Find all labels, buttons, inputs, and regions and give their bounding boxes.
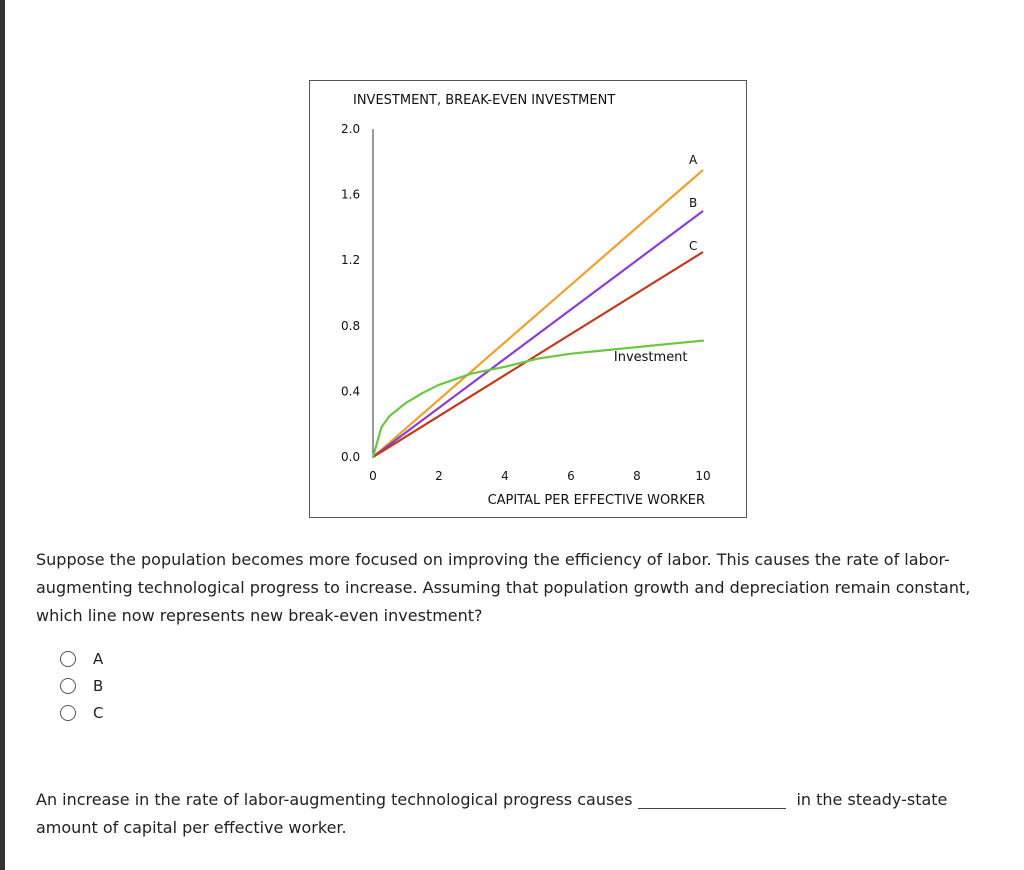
chart-figure	[309, 80, 747, 518]
radio-b[interactable]	[60, 678, 76, 694]
y-tick-label: 1.6	[341, 187, 361, 202]
option-b-label: B	[93, 676, 104, 695]
answer-blank[interactable]	[638, 788, 786, 809]
series-label-b: B	[689, 196, 698, 210]
fill-in-before: An increase in the rate of labor-augmenting technological progress causes	[36, 790, 633, 809]
left-border-bar	[0, 0, 5, 870]
series-line-a	[373, 170, 703, 457]
series-label-a: A	[689, 153, 698, 167]
fill-in-sentence	[36, 786, 996, 842]
chart-title: INVESTMENT, BREAK-EVEN INVESTMENT	[353, 93, 616, 108]
x-tick-label: 8	[633, 469, 641, 483]
radio-c[interactable]	[60, 705, 76, 721]
radio-a[interactable]	[60, 651, 76, 667]
x-axis-label: CAPITAL PER EFFECTIVE WORKER	[487, 493, 705, 508]
chart-svg	[309, 80, 747, 518]
question-text: Suppose the population becomes more focused on improving the efficiency of labor. This causes the rate of labor-augmenting technological progress to increase. Assuming that population growth and depreciation remain constant, which line now represents new break-even investment?	[36, 550, 971, 625]
series-line-b	[373, 211, 703, 457]
x-tick-label: 6	[567, 469, 575, 483]
x-tick-label: 0	[369, 469, 377, 483]
y-tick-label: 0.8	[341, 318, 361, 333]
option-c[interactable]	[60, 699, 103, 726]
y-tick-label: 0.4	[341, 384, 361, 399]
fill-in-after: in the steady-state amount of capital per effective worker.	[36, 790, 948, 837]
option-b[interactable]	[60, 672, 103, 699]
option-a[interactable]	[60, 645, 103, 672]
series-label-investment: Investment	[613, 350, 688, 366]
y-tick-label: 2.0	[341, 122, 361, 136]
x-tick-label: 2	[435, 469, 443, 483]
x-tick-label: 4	[501, 469, 509, 483]
y-tick-label: 0.0	[341, 450, 361, 464]
x-tick-label: 10	[695, 469, 711, 483]
series-label-c: C	[689, 239, 698, 253]
option-c-label: C	[93, 703, 104, 722]
option-a-label: A	[93, 649, 104, 668]
answer-options	[60, 645, 103, 726]
y-tick-label: 1.2	[341, 253, 361, 268]
